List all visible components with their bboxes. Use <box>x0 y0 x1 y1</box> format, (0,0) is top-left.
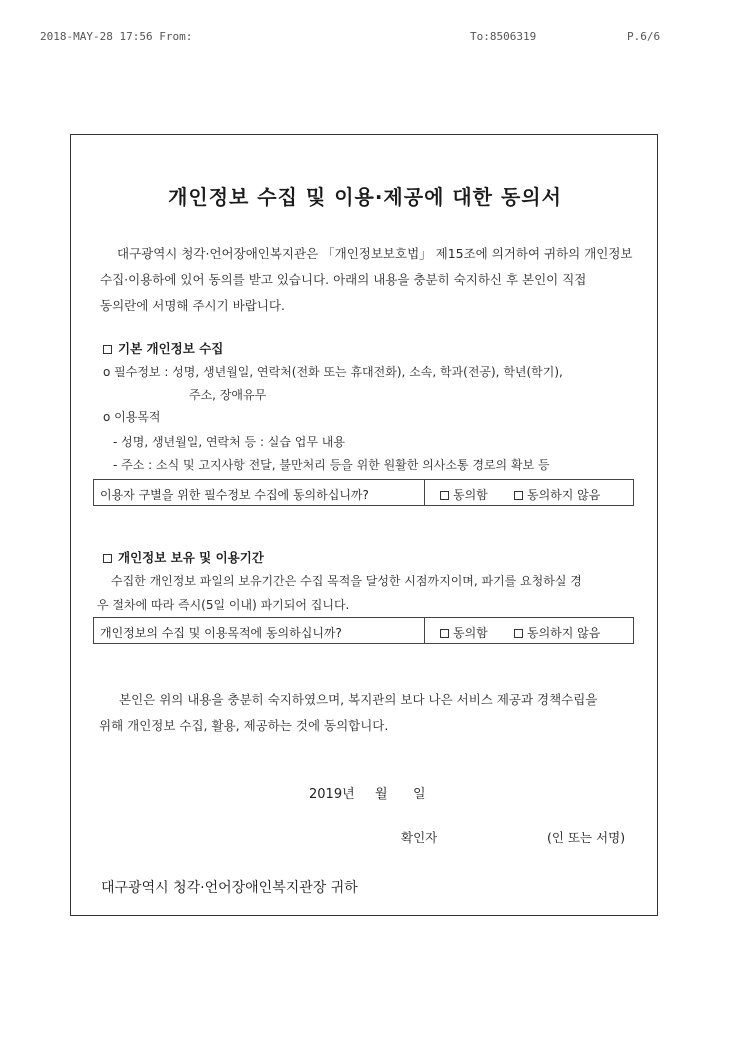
divider <box>424 480 425 505</box>
purpose-heading: o 이용목적 <box>103 410 161 424</box>
consent-question-1 <box>93 479 634 506</box>
addressee: 대구광역시 청각·언어장애인복지관장 귀하 <box>101 880 358 896</box>
date-day: 일 <box>413 787 426 802</box>
disagree-option-2[interactable]: 동의하지 않음 <box>514 624 600 641</box>
consent-question-2-text: 개인정보의 수집 및 이용목적에 동의하십니까? <box>100 626 342 640</box>
intro-line-3: 동의란에 서명해 주시기 바랍니다. <box>100 298 285 313</box>
fax-header <box>0 30 744 46</box>
checkbox-icon[interactable] <box>514 491 523 500</box>
consent-question-1-text: 이용자 구별을 위한 필수정보 수집에 동의하십니까? <box>100 488 369 502</box>
intro-line-2: 수집·이용하에 있어 동의를 받고 있습니다. 아래의 내용을 충분히 숙지하신 후 본인이 직접 <box>100 272 587 287</box>
retention-text-line-2: 우 절차에 따라 즉시(5일 이내) 파기되어 집니다. <box>97 598 350 612</box>
form-title: 개인정보 수집 및 이용·제공에 대한 동의서 <box>168 185 562 209</box>
required-info-line-2: 주소, 장애유무 <box>189 388 267 402</box>
checkbox-icon[interactable] <box>440 491 449 500</box>
consent-form <box>70 134 658 916</box>
agree-option-1[interactable]: 동의함 <box>440 486 488 503</box>
purpose-line-1: - 성명, 생년월일, 연락처 등 : 실습 업무 내용 <box>113 435 345 449</box>
required-info-line-1: o 필수정보 : 성명, 생년월일, 연락처(전화 또는 휴대전화), 소속, 학과(전공), 학년(학기), <box>103 365 563 379</box>
signer-label: 확인자 <box>401 830 438 845</box>
disagree-option-1[interactable]: 동의하지 않음 <box>514 486 600 503</box>
closing-line-2: 위해 개인정보 수집, 활용, 제공하는 것에 동의합니다. <box>99 718 389 733</box>
checkbox-icon[interactable] <box>514 629 523 638</box>
agree-option-2[interactable]: 동의함 <box>440 624 488 641</box>
signature-note: (인 또는 서명) <box>547 830 626 845</box>
date-year: 2019년 <box>309 787 355 802</box>
checkbox-icon[interactable] <box>440 629 449 638</box>
fax-recipient: To:8506319 <box>470 30 537 43</box>
fax-page-number: P.6/6 <box>627 30 661 43</box>
intro-line-1: 대구광역시 청각·언어장애인복지관은 「개인정보보호법」 제15조에 의거하여 귀하의 개인정보 <box>117 246 633 261</box>
square-bullet-icon <box>103 554 112 563</box>
square-bullet-icon <box>103 345 112 354</box>
purpose-line-2: - 주소 : 소식 및 고지사항 전달, 불만처리 등을 위한 원활한 의사소통 경로의 확보 등 <box>113 458 550 472</box>
fax-sender-line: 2018-MAY-28 17:56 From: <box>40 30 193 43</box>
divider <box>424 618 425 643</box>
section-retention-heading: 개인정보 보유 및 이용기간 <box>103 548 264 566</box>
closing-line-1: 본인은 위의 내용을 충분히 숙지하였으며, 복지관의 보다 나은 서비스 제공과 경책수립을 <box>119 692 598 707</box>
date-month: 월 <box>375 787 388 802</box>
consent-question-2 <box>93 617 634 644</box>
retention-text-line-1: 수집한 개인정보 파일의 보유기간은 수집 목적을 달성한 시점까지이며, 파기를 요청하실 경 <box>111 574 582 588</box>
section-basic-info-heading: 기본 개인정보 수집 <box>103 339 223 357</box>
